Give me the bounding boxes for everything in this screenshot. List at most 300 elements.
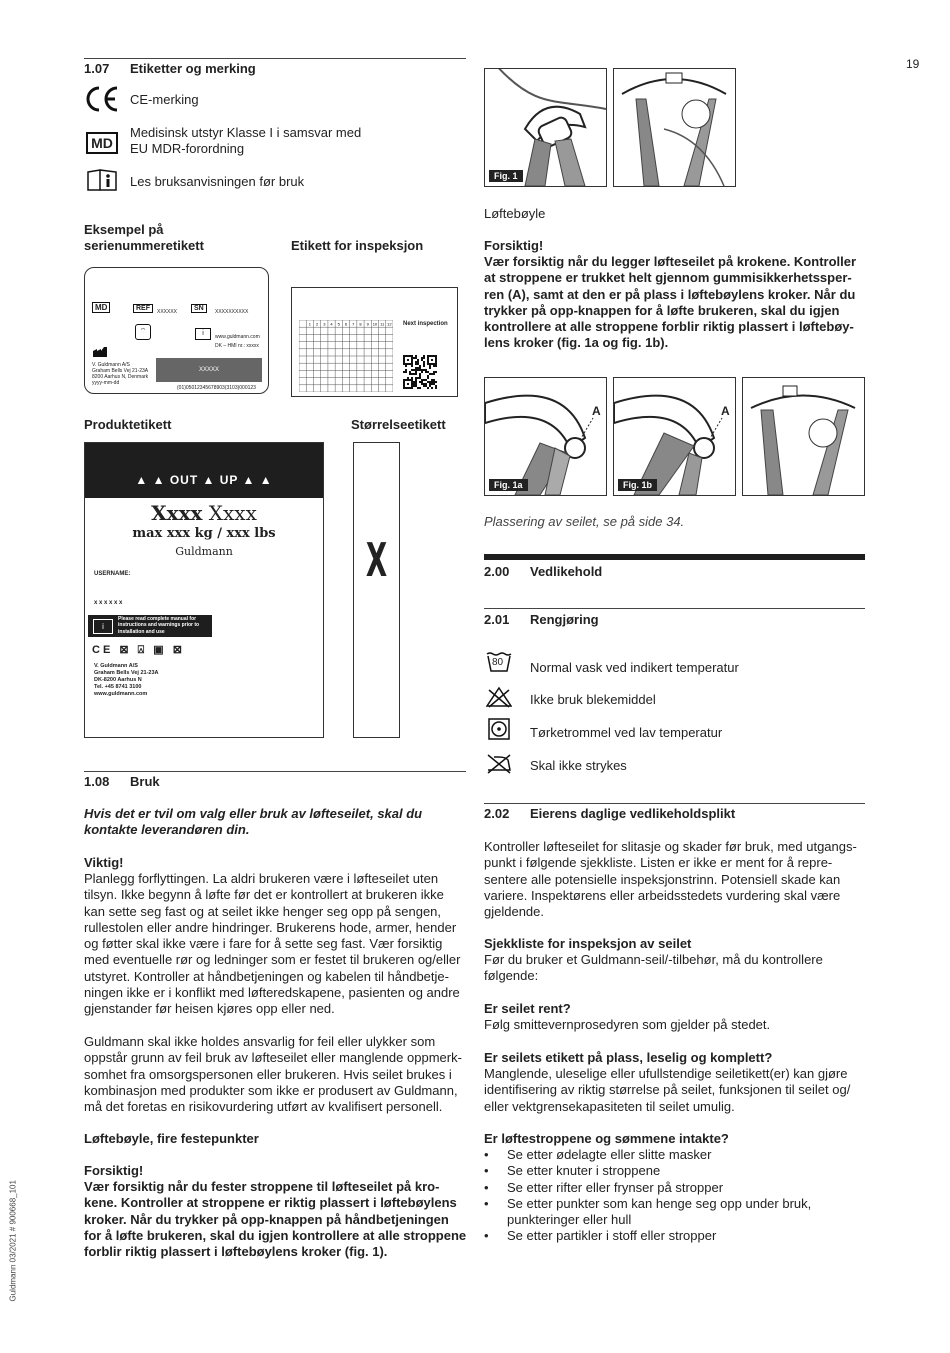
clean-head: Er seilet rent? <box>484 1001 571 1016</box>
qr-module <box>403 357 405 359</box>
text-line: at stroppene er trukket helt gjennom gummisikkerhetssper- <box>484 270 852 286</box>
qr-module <box>415 357 417 359</box>
product-addr-1: V. Guldmann A/S <box>94 663 138 669</box>
qr-module <box>407 363 409 365</box>
grid-col-label: 2 <box>315 321 319 327</box>
qr-module <box>417 359 419 361</box>
md-icon: MD <box>86 132 118 154</box>
straps-list <box>484 1147 874 1245</box>
serial-ref-value: XXXXXX <box>157 309 178 315</box>
fig-1-image <box>484 68 607 187</box>
section-number-202: 2.02 <box>484 806 510 821</box>
qr-module <box>433 363 435 365</box>
qr-module <box>417 363 419 365</box>
qr-module <box>411 385 413 387</box>
qr-module <box>407 377 409 379</box>
product-brand: Guldmann <box>175 545 233 558</box>
qr-module <box>405 387 407 389</box>
qr-module <box>429 365 431 367</box>
lift-head: Løftebøyle <box>484 206 546 221</box>
size-value: X <box>365 533 388 587</box>
label-head: Er seilets etikett på plass, leselig og komplett? <box>484 1050 773 1065</box>
list-item: • Se etter rifter eller frynser på stropper <box>484 1180 874 1196</box>
liability-body <box>84 1034 474 1115</box>
text-line: somhet fra omsorgspersonen eller brukeren. Hvis seilet brukes i <box>84 1066 452 1082</box>
product-name <box>85 501 323 525</box>
text-line: trykker på opp-knappen for å løfte brukeren, skal du igjen <box>484 302 840 318</box>
qr-module <box>435 365 437 367</box>
qr-module <box>405 379 407 381</box>
qr-module <box>409 373 411 375</box>
qr-module <box>411 369 413 371</box>
text-line: for å løfte brukeren, skal du igjen kontrollere at alle stroppene <box>84 1227 467 1243</box>
qr-module <box>407 383 409 385</box>
text-line: må det foretas en risikovurdering utført av kvalifisert personell. <box>84 1099 443 1115</box>
product-arrows: ▲ ▲ OUT ▲ UP ▲ ▲ <box>135 473 273 487</box>
list-item: • Se etter knuter i stroppene <box>484 1163 874 1179</box>
qr-module <box>423 355 425 357</box>
qr-module <box>425 383 427 385</box>
rule-201 <box>484 608 865 609</box>
check-body <box>484 952 874 985</box>
serial-box-text: XXXXX <box>198 367 219 373</box>
qr-module <box>403 361 405 363</box>
section-number: 1.07 <box>84 61 110 76</box>
text-line: Manglende, uleselige eller ufullstendige seiletikett(er) kan gjøre <box>484 1066 848 1081</box>
qr-module <box>429 367 431 369</box>
qr-module <box>403 381 405 383</box>
text-line: og føtter skal ikke være i fare for å sette seg fast. Vær forsiktig <box>84 936 443 952</box>
text-line: identifisering av riktig størrelse på seilet, funksjonen til seilet og/ <box>484 1082 851 1098</box>
qr-module <box>435 387 437 389</box>
wash-label: Normal vask ved indikert temperatur <box>530 660 739 675</box>
next-inspection: Next inspection <box>403 321 448 327</box>
qr-module <box>435 363 437 365</box>
fig-1b-image <box>613 377 736 496</box>
inspect-title: Etikett for inspeksjon <box>291 238 424 253</box>
clean-text: Følg smittevernprosedyren som gjelder på stedet. <box>484 1017 771 1032</box>
product-max: max xxx kg / xxx lbs <box>132 526 276 541</box>
qr-module <box>407 359 409 361</box>
qr-module <box>411 357 413 359</box>
qr-module <box>415 379 417 381</box>
qr-module <box>421 383 423 385</box>
product-header <box>85 443 323 498</box>
qr-module <box>415 363 417 365</box>
qr-module <box>419 373 421 375</box>
qr-module <box>421 357 423 359</box>
serial-date: yyyy-mm-dd <box>92 380 120 386</box>
qr-module <box>435 371 437 373</box>
qr-module <box>425 371 427 373</box>
section-title-201: Rengjøring <box>530 612 599 627</box>
serial-addr-2: Graham Bells Vej 21-23A <box>92 368 149 374</box>
fig-1b-label: Fig. 1b <box>618 479 657 491</box>
qr-module <box>417 387 419 389</box>
qr-module <box>421 359 423 361</box>
serial-code: (01)05012345678903(3103)000123 <box>177 385 256 391</box>
caution-head-right: Forsiktig! <box>484 238 544 253</box>
four-points-head: Løftebøyle, fire festepunkter <box>84 1131 259 1146</box>
serial-ref: REF <box>133 304 153 313</box>
qr-module <box>405 369 407 371</box>
qr-module <box>429 381 431 383</box>
md-label-2: EU MDR-forordning <box>130 141 245 156</box>
qr-module <box>403 385 405 387</box>
qr-module <box>427 377 429 379</box>
qr-module <box>415 361 417 363</box>
read-label: Les bruksanvisningen før bruk <box>130 174 305 189</box>
text-line: ningen ikke er i konflikt med løfteredskapene, pasienten og andre <box>84 985 460 1001</box>
label-a-1: A <box>592 404 601 418</box>
qr-module <box>433 373 435 375</box>
product-manual-icon: i <box>93 619 113 634</box>
product-name-bold: Xxxx <box>151 501 203 525</box>
grid-col-label: 8 <box>359 321 362 327</box>
fig-1-person-image <box>613 68 736 187</box>
qr-module <box>415 377 417 379</box>
label-a-2: A <box>721 404 730 418</box>
caution-body-left <box>84 1179 474 1260</box>
text-line: følgende: <box>484 968 539 984</box>
product-label <box>84 442 324 738</box>
tumble-dry-icon <box>488 718 510 740</box>
qr-module <box>417 369 419 371</box>
wash-icon <box>486 650 512 672</box>
product-addr-2: Graham Bells Vej 21-23A <box>94 670 159 676</box>
size-label <box>353 442 400 738</box>
qr-module <box>425 379 427 381</box>
qr-module <box>411 363 413 365</box>
qr-module <box>415 367 417 369</box>
fig-1a-label: Fig. 1a <box>489 479 528 491</box>
text-line: kroker. Når du trykker på opp-knappen på håndbetjeningen <box>84 1211 449 1227</box>
factory-icon <box>93 344 107 354</box>
qr-module <box>411 383 413 385</box>
text-line: med eventuelle rør og ledninger som er festet til brukeren og/eller <box>84 952 461 968</box>
serial-addr-3: 8200 Aarhus N, Denmark <box>92 374 149 380</box>
qr-module <box>403 383 405 385</box>
section-number-108: 1.08 <box>84 774 110 789</box>
straps-head: Er løftestroppene og sømmene intakte? <box>484 1131 729 1146</box>
qr-module <box>423 385 425 387</box>
qr-module <box>403 387 405 389</box>
qr-module <box>433 355 435 357</box>
qr-module <box>419 387 421 389</box>
serial-dk: DK – HMI nr.: xxxxx <box>215 343 259 349</box>
qr-module <box>427 363 429 365</box>
qr-module <box>413 381 415 383</box>
text-line: gjeldende. <box>484 904 544 920</box>
qr-module <box>407 379 409 381</box>
no-iron-icon <box>486 752 512 774</box>
qr-module <box>409 355 411 357</box>
qr-module <box>423 363 425 365</box>
product-username: USERNAME: <box>94 571 131 577</box>
grid-col-label: 1 <box>308 321 311 327</box>
rule-107 <box>84 58 466 59</box>
qr-module <box>421 371 423 373</box>
qr-module <box>427 355 429 357</box>
serial-title-1: Eksempel på <box>84 222 164 237</box>
qr-module <box>419 375 421 377</box>
warn-head: Viktig! <box>84 855 124 870</box>
qr-module <box>423 361 425 363</box>
serial-sn: SN <box>191 304 207 313</box>
qr-module <box>411 361 413 363</box>
ce-mark-icon <box>84 85 120 113</box>
iron-label: Skal ikke strykes <box>530 758 627 773</box>
qr-module <box>415 369 417 371</box>
qr-module <box>427 381 429 383</box>
text-line: forblir riktig plassert i løftebøylens kroker (fig. 1). <box>84 1244 388 1260</box>
qr-module <box>423 365 425 367</box>
product-web: www.guldmann.com <box>94 691 148 697</box>
text-line: sentere alle potensielle inspeksjonstrinn. Potensiell skade kan <box>484 871 841 887</box>
fig-1a-image <box>484 377 607 496</box>
qr-module <box>413 369 415 371</box>
qr-module <box>423 357 425 359</box>
qr-module <box>425 385 427 387</box>
text-line: kombinasjon med produkter som ikke er produsert av Guldmann, <box>84 1082 458 1098</box>
qr-module <box>415 385 417 387</box>
rule-200-thick <box>484 554 865 560</box>
grid-col-label: 10 <box>372 321 378 327</box>
qr-module <box>419 377 421 379</box>
qr-module <box>423 383 425 385</box>
qr-module <box>429 373 431 375</box>
qr-module <box>413 357 415 359</box>
grid-col-label: 4 <box>330 321 333 327</box>
bleach-label: Ikke bruk blekemiddel <box>530 692 656 707</box>
qr-module <box>429 363 431 365</box>
qr-module <box>415 355 417 357</box>
qr-module <box>419 365 421 367</box>
qr-module <box>405 355 407 357</box>
qr-module <box>417 367 419 369</box>
qr-module <box>431 363 433 365</box>
wireless-icon: ⌔ <box>135 324 151 340</box>
qr-module <box>427 375 429 377</box>
section-title-200: Vedlikehold <box>530 564 603 579</box>
section-title-202: Eierens daglige vedlikeholdsplikt <box>530 806 736 821</box>
qr-module <box>403 359 405 361</box>
serial-addr-1: V. Guldmann A/S <box>92 362 130 368</box>
qr-module <box>409 363 411 365</box>
list-item-text: Se etter punkter som kan henge seg opp under bruk, <box>507 1195 812 1211</box>
qr-module <box>421 381 423 383</box>
list-item-cont: punkteringer eller hull <box>507 1212 632 1228</box>
rule-202 <box>484 803 865 804</box>
text-line: Vær forsiktig når du legger løfteseilet på krokene. Kontroller <box>484 254 857 269</box>
text-line: kene. Kontroller at stroppene er riktig plassert i løftebøylens <box>84 1195 457 1211</box>
list-item: • Se etter ødelagte eller slitte masker <box>484 1147 874 1163</box>
label-body <box>484 1066 874 1115</box>
qr-module <box>427 359 429 361</box>
qr-module <box>425 369 427 371</box>
product-title: Produktetikett <box>84 417 172 432</box>
qr-module <box>411 355 413 357</box>
qr-module <box>407 387 409 389</box>
text-line: tilsyn. Ikke begynn å løfte før det er kontrollert at brukeren ikke <box>84 887 444 903</box>
qr-module <box>403 363 405 365</box>
text-line: lens kroker (fig. 1a og fig. 1b). <box>484 335 669 351</box>
qr-module <box>403 371 405 373</box>
product-tel: Tel. +45 8741 3100 <box>94 684 142 690</box>
grid-col-label: 6 <box>344 321 348 327</box>
section-title: Etiketter og merking <box>130 61 256 76</box>
qr-module <box>431 355 433 357</box>
qr-module <box>411 365 413 367</box>
qr-module <box>411 359 413 361</box>
qr-module <box>433 383 435 385</box>
qr-module <box>431 359 433 361</box>
qr-module <box>411 387 413 389</box>
qr-module <box>409 371 411 373</box>
product-manual-box <box>88 615 212 637</box>
inspection-label <box>291 287 458 397</box>
qr-module <box>435 357 437 359</box>
qr-module <box>411 377 413 379</box>
qr-module <box>405 371 407 373</box>
qr-module <box>413 373 415 375</box>
qr-module <box>431 381 433 383</box>
qr-module <box>435 381 437 383</box>
rule-108 <box>84 771 466 772</box>
grid-col-label: 3 <box>323 321 326 327</box>
serial-sn-value: XXXXXXXXXX <box>215 309 249 315</box>
text-line: oppstår grunn av feil bruk av løfteseilet eller manglende oppmerk- <box>84 1050 462 1066</box>
qr-module <box>417 377 419 379</box>
grid-col-label: 11 <box>380 321 385 327</box>
placement-note: Plassering av seilet, se på side 34. <box>484 514 685 529</box>
text-line: utstyret. Kontroller at håndbetjeningen og kabelen til håndbetje- <box>84 968 449 984</box>
product-xs: x x x x x x <box>94 600 123 606</box>
qr-module <box>435 361 437 363</box>
qr-code-icon <box>403 355 437 389</box>
qr-module <box>423 369 425 371</box>
qr-module <box>427 361 429 363</box>
qr-module <box>429 385 431 387</box>
fig-1-overview-image <box>742 377 865 496</box>
text-line: rullestolen eller andre hindringer. Brukerens hode, armer, hender <box>84 919 457 935</box>
qr-module <box>429 383 431 385</box>
qr-module <box>411 379 413 381</box>
qr-module <box>435 359 437 361</box>
text-line: variere. Inspektørens eller arbeidsstedets vurdering skal være <box>484 887 841 903</box>
qr-module <box>427 357 429 359</box>
product-addr-3: DK-8200 Aarhus N <box>94 677 142 683</box>
inspection-grid <box>299 320 393 392</box>
qr-module <box>435 355 437 357</box>
qr-module <box>433 381 435 383</box>
qr-module <box>419 381 421 383</box>
qr-module <box>415 373 417 375</box>
202-intro <box>484 839 874 920</box>
list-item <box>484 1196 874 1229</box>
qr-module <box>415 371 417 373</box>
qr-module <box>427 387 429 389</box>
serial-title-2: serienummeretikett <box>84 238 204 253</box>
qr-module <box>433 379 435 381</box>
qr-module <box>403 355 405 357</box>
wash-temp: 80 <box>492 657 504 668</box>
product-name-reg: Xxxx <box>208 501 257 525</box>
qr-module <box>415 383 417 385</box>
qr-module <box>431 373 433 375</box>
text-line: Vær forsiktig når du fester stroppene til løfteseilet på kro- <box>84 1179 440 1194</box>
qr-module <box>433 365 435 367</box>
caution-body-right <box>484 254 874 352</box>
text-line: eller vektgrensekapasiteten til seilet umulig. <box>484 1098 735 1114</box>
qr-module <box>413 383 415 385</box>
section-title-108: Bruk <box>130 774 160 789</box>
section-number-201: 2.01 <box>484 612 510 627</box>
qr-module <box>433 371 435 373</box>
serial-label <box>84 267 269 394</box>
text-line: punkt i følgende sjekkliste. Listen er ikke er ment for å repre- <box>484 855 833 871</box>
product-manual-text: Please read complete manual for instructions and warnings prior to installation and use <box>118 616 200 635</box>
serial-md: MD <box>92 302 110 313</box>
qr-module <box>411 373 413 375</box>
qr-module <box>407 355 409 357</box>
qr-module <box>431 383 433 385</box>
side-text: Guldmann 03/2021 # 900668_101 <box>8 1180 18 1302</box>
serial-barcode-box <box>156 358 262 382</box>
qr-module <box>405 363 407 365</box>
ce-label: CE-merking <box>130 92 199 107</box>
caution-head-left: Forsiktig! <box>84 1163 144 1178</box>
care-symbols: CE ⊠ ⍓ ▣ ⊠ <box>92 644 185 656</box>
serial-manual-icon: i <box>195 328 211 340</box>
qr-module <box>417 361 419 363</box>
qr-module <box>419 369 421 371</box>
grid-col-label: 12 <box>387 321 392 327</box>
grid-col-label: 9 <box>366 321 369 327</box>
warn-body <box>84 871 474 1018</box>
qr-module <box>409 379 411 381</box>
qr-module <box>415 381 417 383</box>
text-line: kontrollere at alle stroppene forblir riktig plassert i løftebøy- <box>484 319 854 335</box>
text-line: Før du bruker et Guldmann-seil/-tilbehør, må du kontrollere <box>484 952 823 967</box>
text-line: kan sette seg fast og at seilet ikke henger seg opp på sengen, <box>84 903 442 919</box>
page-number: 19 <box>906 57 920 71</box>
qr-module <box>427 371 429 373</box>
qr-module <box>409 387 411 389</box>
qr-module <box>421 379 423 381</box>
qr-module <box>435 385 437 387</box>
qr-module <box>431 387 433 389</box>
check-head: Sjekkliste for inspeksjon av seilet <box>484 936 692 951</box>
section-number-200: 2.00 <box>484 564 510 579</box>
no-bleach-icon <box>486 686 512 708</box>
grid-col-label: 5 <box>337 321 340 327</box>
qr-module <box>413 385 415 387</box>
md-label-1: Medisinsk utstyr Klasse I i samsvar med <box>130 125 362 140</box>
qr-module <box>431 379 433 381</box>
qr-module <box>423 379 425 381</box>
list-item: • Se etter partikler i stoff eller stropper <box>484 1228 874 1244</box>
bruk-intro: Hvis det er tvil om valg eller bruk av løfteseilet, skal du kontakte leverandøren din. <box>84 806 423 838</box>
text-line: gjenstander før heisen kjøres opp eller ned. <box>84 1001 335 1017</box>
text-line: Guldmann skal ikke holdes ansvarlig for feil eller ulykker som <box>84 1034 436 1049</box>
qr-module <box>421 369 423 371</box>
qr-module <box>429 355 431 357</box>
manual-icon <box>86 168 118 192</box>
qr-module <box>403 379 405 381</box>
serial-web: www.guldmann.com <box>215 334 260 340</box>
qr-module <box>419 367 421 369</box>
